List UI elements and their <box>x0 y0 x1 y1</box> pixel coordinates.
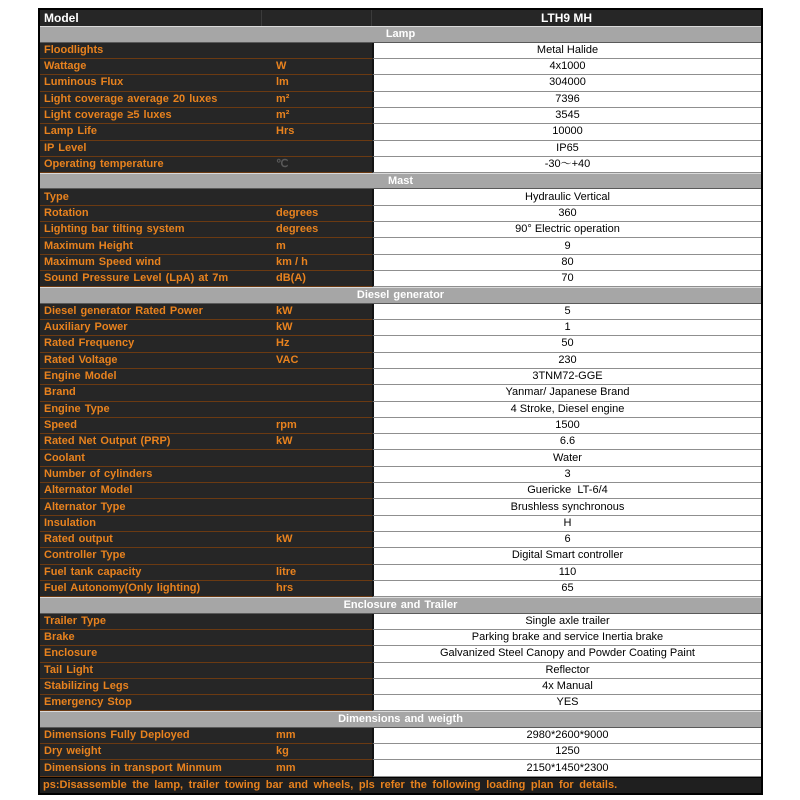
spec-row <box>40 695 761 711</box>
spec-label: Rated output <box>40 532 262 548</box>
spec-value: 110 <box>372 565 761 581</box>
spec-row <box>40 434 761 450</box>
spec-label: Brake <box>40 630 262 646</box>
spec-label: Dry weight <box>40 744 262 760</box>
spec-unit: W <box>262 59 372 75</box>
spec-value: 4x Manual <box>372 679 761 695</box>
spec-unit: Hrs <box>262 124 372 140</box>
spec-row <box>40 663 761 679</box>
spec-unit <box>262 450 372 466</box>
spec-unit: rpm <box>262 418 372 434</box>
spec-unit <box>262 467 372 483</box>
spec-row <box>40 402 761 418</box>
spec-label: Luminous Flux <box>40 75 262 91</box>
spec-label: Dimensions Fully Deployed <box>40 728 262 744</box>
spec-label: Speed <box>40 418 262 434</box>
spec-value: 65 <box>372 581 761 597</box>
section-title-enclosure-and-trailer: Enclosure and Trailer <box>40 597 761 613</box>
spec-unit: litre <box>262 565 372 581</box>
spec-value: 6.6 <box>372 434 761 450</box>
spec-value: Single axle trailer <box>372 614 761 630</box>
model-header-row <box>40 10 761 26</box>
spec-unit: lm <box>262 75 372 91</box>
spec-unit <box>262 630 372 646</box>
spec-row <box>40 467 761 483</box>
spec-row <box>40 760 761 776</box>
spec-value: Water <box>372 450 761 466</box>
spec-label: Maximum Height <box>40 238 262 254</box>
spec-label: Light coverage ≥5 luxes <box>40 108 262 124</box>
spec-value: Metal Halide <box>372 43 761 59</box>
spec-value: -30～+40 <box>372 157 761 173</box>
spec-label: Dimensions in transport Minmum <box>40 760 262 776</box>
spec-label: Rotation <box>40 206 262 222</box>
spec-label: Engine Type <box>40 402 262 418</box>
spec-label: Lamp Life <box>40 124 262 140</box>
spec-row <box>40 548 761 564</box>
spec-label: Fuel tank capacity <box>40 565 262 581</box>
spec-value: 304000 <box>372 75 761 91</box>
spec-unit: kW <box>262 532 372 548</box>
spec-unit: hrs <box>262 581 372 597</box>
spec-label: Fuel Autonomy(Only lighting) <box>40 581 262 597</box>
spec-label: Insulation <box>40 516 262 532</box>
spec-value: 50 <box>372 336 761 352</box>
spec-unit: kW <box>262 320 372 336</box>
spec-row <box>40 728 761 744</box>
spec-row <box>40 483 761 499</box>
spec-value: 7396 <box>372 92 761 108</box>
spec-value: 1250 <box>372 744 761 760</box>
spec-value: Yanmar/ Japanese Brand <box>372 385 761 401</box>
spec-row <box>40 59 761 75</box>
spec-unit <box>262 679 372 695</box>
spec-unit <box>262 663 372 679</box>
spec-label: Type <box>40 189 262 205</box>
spec-label: Controller Type <box>40 548 262 564</box>
spec-value: Guericke LT-6/4 <box>372 483 761 499</box>
spec-unit <box>262 402 372 418</box>
spec-row <box>40 75 761 91</box>
spec-label: Number of cylinders <box>40 467 262 483</box>
spec-value: 80 <box>372 255 761 271</box>
spec-value: IP65 <box>372 141 761 157</box>
spec-unit <box>262 646 372 662</box>
footer-note: ps:Disassemble the lamp, trailer towing bar and wheels, pls refer the following loading plan for details. <box>40 777 761 793</box>
spec-value: Parking brake and service Inertia brake <box>372 630 761 646</box>
spec-row <box>40 630 761 646</box>
spec-label: Brand <box>40 385 262 401</box>
spec-label: Emergency Stop <box>40 695 262 711</box>
spec-label: Rated Net Output (PRP) <box>40 434 262 450</box>
spec-row <box>40 516 761 532</box>
section-header-row-mast <box>40 173 761 189</box>
spec-label: Auxiliary Power <box>40 320 262 336</box>
section-header-row-enclosure-and-trailer <box>40 597 761 613</box>
model-label: Model <box>40 10 262 26</box>
spec-row <box>40 336 761 352</box>
spec-unit: degrees <box>262 222 372 238</box>
spec-value: 2150*1450*2300 <box>372 760 761 776</box>
spec-label: Lighting bar tilting system <box>40 222 262 238</box>
spec-unit: kg <box>262 744 372 760</box>
spec-label: Light coverage average 20 luxes <box>40 92 262 108</box>
spec-value: 4 Stroke, Diesel engine <box>372 402 761 418</box>
spec-unit: kW <box>262 304 372 320</box>
spec-row <box>40 565 761 581</box>
spec-value: 10000 <box>372 124 761 140</box>
spec-unit <box>262 695 372 711</box>
spec-label: Operating temperature <box>40 157 262 173</box>
spec-label: Alternator Model <box>40 483 262 499</box>
section-header-row-dimensions-and-weigth <box>40 711 761 727</box>
spec-row <box>40 157 761 173</box>
spec-row <box>40 222 761 238</box>
spec-label: Engine Model <box>40 369 262 385</box>
spec-value: YES <box>372 695 761 711</box>
spec-unit: dB(A) <box>262 271 372 287</box>
spec-value: Reflector <box>372 663 761 679</box>
spec-value: 5 <box>372 304 761 320</box>
spec-row <box>40 108 761 124</box>
spec-row <box>40 304 761 320</box>
spec-label: Rated Voltage <box>40 353 262 369</box>
spec-row <box>40 614 761 630</box>
spec-row <box>40 206 761 222</box>
model-value: LTH9 MH <box>372 10 761 26</box>
spec-row <box>40 679 761 695</box>
spec-table <box>38 8 763 795</box>
spec-unit: degrees <box>262 206 372 222</box>
spec-label: Maximum Speed wind <box>40 255 262 271</box>
spec-label: Sound Pressure Level (LpA) at 7m <box>40 271 262 287</box>
spec-unit: VAC <box>262 353 372 369</box>
spec-value: 90° Electric operation <box>372 222 761 238</box>
spec-unit: mm <box>262 728 372 744</box>
spec-row <box>40 189 761 205</box>
spec-row <box>40 124 761 140</box>
section-header-row-diesel-generator <box>40 287 761 303</box>
spec-row <box>40 581 761 597</box>
spec-value: Brushless synchronous <box>372 499 761 515</box>
spec-value: 230 <box>372 353 761 369</box>
spec-row <box>40 255 761 271</box>
spec-label: Wattage <box>40 59 262 75</box>
spec-unit <box>262 369 372 385</box>
spec-unit <box>262 548 372 564</box>
spec-unit <box>262 483 372 499</box>
spec-row <box>40 141 761 157</box>
spec-unit <box>262 516 372 532</box>
spec-label: Coolant <box>40 450 262 466</box>
spec-value: 9 <box>372 238 761 254</box>
spec-value: 3TNM72-GGE <box>372 369 761 385</box>
spec-value: 1 <box>372 320 761 336</box>
spec-unit: Hz <box>262 336 372 352</box>
spec-label: IP Level <box>40 141 262 157</box>
section-title-dimensions-and-weigth: Dimensions and weigth <box>40 711 761 727</box>
spec-unit: m <box>262 238 372 254</box>
spec-unit: m² <box>262 92 372 108</box>
spec-value: 3 <box>372 467 761 483</box>
spec-unit: km / h <box>262 255 372 271</box>
spec-row <box>40 532 761 548</box>
spec-value: Galvanized Steel Canopy and Powder Coating Paint <box>372 646 761 662</box>
spec-unit: kW <box>262 434 372 450</box>
section-title-lamp: Lamp <box>40 26 761 42</box>
spec-unit <box>262 499 372 515</box>
spec-unit: mm <box>262 760 372 776</box>
spec-value: Digital Smart controller <box>372 548 761 564</box>
spec-row <box>40 369 761 385</box>
spec-row <box>40 418 761 434</box>
spec-label: Trailer Type <box>40 614 262 630</box>
spec-label: Tail Light <box>40 663 262 679</box>
spec-value: 2980*2600*9000 <box>372 728 761 744</box>
spec-label: Enclosure <box>40 646 262 662</box>
spec-row <box>40 353 761 369</box>
spec-value: 3545 <box>372 108 761 124</box>
spec-row <box>40 385 761 401</box>
section-title-mast: Mast <box>40 173 761 189</box>
spec-row <box>40 646 761 662</box>
spec-label: Rated Frequency <box>40 336 262 352</box>
section-header-row-lamp <box>40 26 761 42</box>
spec-label: Alternator Type <box>40 499 262 515</box>
spec-row <box>40 271 761 287</box>
spec-value: Hydraulic Vertical <box>372 189 761 205</box>
spec-row <box>40 744 761 760</box>
spec-unit <box>262 141 372 157</box>
spec-value: 6 <box>372 532 761 548</box>
spec-unit <box>262 385 372 401</box>
spec-row <box>40 320 761 336</box>
spec-row <box>40 92 761 108</box>
spec-unit <box>262 43 372 59</box>
spec-row <box>40 238 761 254</box>
spec-row <box>40 43 761 59</box>
footer-note-row <box>40 777 761 793</box>
spec-row <box>40 499 761 515</box>
spec-value: H <box>372 516 761 532</box>
spec-row <box>40 450 761 466</box>
spec-label: Diesel generator Rated Power <box>40 304 262 320</box>
spec-value: 70 <box>372 271 761 287</box>
spec-label: Stabilizing Legs <box>40 679 262 695</box>
model-unit-spacer <box>262 10 372 26</box>
spec-unit <box>262 189 372 205</box>
spec-value: 4x1000 <box>372 59 761 75</box>
spec-unit: m² <box>262 108 372 124</box>
spec-label: Floodlights <box>40 43 262 59</box>
spec-unit <box>262 614 372 630</box>
spec-unit: ℃ <box>262 157 372 173</box>
spec-value: 1500 <box>372 418 761 434</box>
spec-value: 360 <box>372 206 761 222</box>
section-title-diesel-generator: Diesel generator <box>40 287 761 303</box>
